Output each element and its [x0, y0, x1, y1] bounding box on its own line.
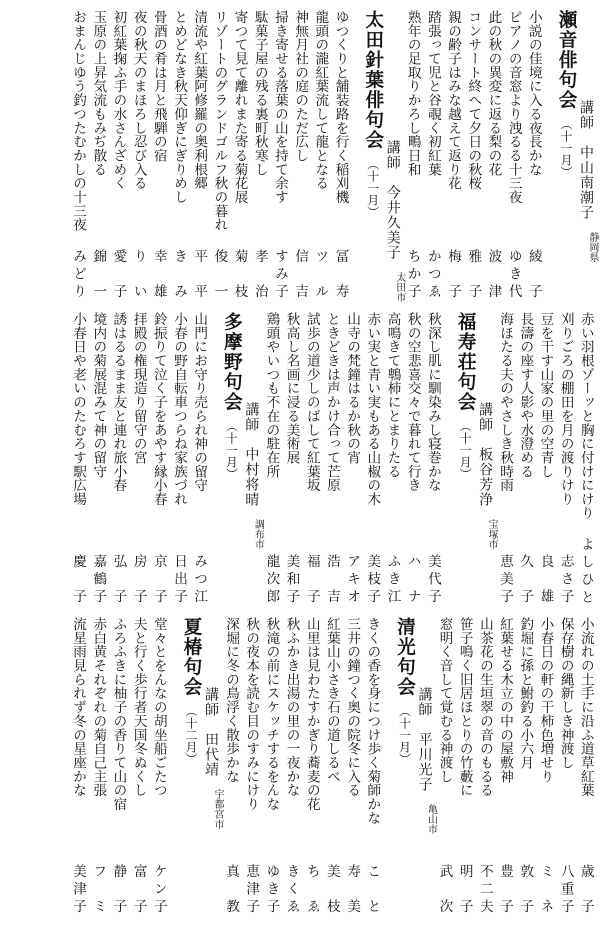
haiku-verse: 赤白黄それぞれの菊自己主張 [90, 617, 107, 798]
haiku-author: 富 子 [130, 864, 147, 917]
haiku-author: 美 枝 [323, 864, 340, 917]
haiku-author: 菊 枝 [231, 249, 248, 302]
haiku-verse: 紅葉山小さき石の道しるべ [323, 617, 340, 784]
haiku-entry [282, 312, 302, 607]
haiku-entry [270, 10, 290, 302]
haiku-verse: 鈴振りて泣く子をあやす縁小春 [150, 312, 167, 506]
haiku-author: ツ ル [312, 249, 329, 302]
club-month: （十一月） [365, 158, 380, 218]
haiku-entry [475, 617, 495, 917]
haiku-author: 房 子 [130, 554, 147, 607]
haiku-entry [556, 617, 576, 917]
haiku-entry [230, 10, 250, 302]
haiku-author: 敦 子 [517, 864, 534, 917]
haiku-entry [515, 312, 535, 607]
haiku-verse: 流星雨見られず冬の星座かな [70, 617, 87, 798]
haiku-author: 冨 寿 [332, 249, 349, 302]
haiku-author: ミ ネ [537, 864, 554, 917]
haiku-entry [189, 10, 209, 302]
haiku-verse: 寄つて見て離れまた寄る菊花展 [231, 10, 248, 204]
haiku-entry [149, 617, 169, 917]
haiku-verse: 小春日や老いのたむろす駅広場 [70, 312, 87, 506]
teacher-name: 講師 中山南潮子 [578, 100, 594, 220]
haiku-author: 龍次郎 [263, 554, 280, 607]
haiku-verse: 小春の野自転車つらね家族づれ [171, 312, 187, 506]
haiku-entry [302, 617, 322, 917]
haiku-entry [88, 617, 108, 917]
haiku-verse: 三井の鐘つく奥の院冬に入る [344, 617, 361, 798]
club-month: （十二月） [184, 705, 198, 765]
haiku-entry [108, 312, 128, 607]
haiku-verse: 秋の空悲喜交々で暮れて行き [404, 312, 421, 493]
haiku-entry [435, 617, 455, 917]
haiku-author: 美津子 [70, 864, 87, 917]
haiku-verse: 深堀に冬の鳥浮く散歩かな [223, 617, 239, 784]
haiku-verse: 山茶花の生垣翠の音のもるる [476, 617, 493, 798]
haiku-entry [261, 312, 281, 607]
club-header [443, 312, 498, 607]
haiku-entry [108, 10, 128, 302]
haiku-verse: 堂々とをんなの胡坐船ごたつ [150, 617, 167, 798]
haiku-verse: おまんじゆう釣つたむかしの十三夜 [70, 10, 87, 232]
haiku-author: 八重子 [557, 864, 574, 917]
haiku-entry [331, 10, 351, 302]
haiku-verse: 夜の秋天のまほろし忍び入る [130, 10, 147, 191]
haiku-verse: 赤い実と青い実もある山椒の木 [364, 312, 381, 506]
haiku-author: 錦 一 [90, 249, 107, 302]
club-name: 夏椿句会 [181, 617, 202, 697]
haiku-author: 幸 雄 [150, 249, 167, 302]
haiku-author: すみ子 [271, 249, 288, 302]
haiku-verse: 龍頭の瀧紅葉流して龍となる [312, 10, 329, 191]
haiku-author: 恵美子 [497, 554, 514, 607]
club-name: 瀬音俳句会 [556, 10, 577, 110]
club-header [209, 312, 264, 607]
haiku-verse: 此の秋の異変に返る梨の花 [485, 10, 502, 177]
haiku-verse: 山里は見わたすかぎり蕎麦の花 [303, 617, 320, 811]
teacher-name: 講師 平川光子 [416, 687, 433, 792]
haiku-entry [362, 617, 382, 917]
haiku-verse: ときどきは声かけ合って芒原 [323, 312, 340, 493]
haiku-entry [68, 617, 88, 917]
haiku-verse: 小春日の軒の干柿色増せり [537, 617, 554, 784]
haiku-author: きくゑ [283, 864, 300, 917]
haiku-verse: ピアノの音窓より洩るる十三夜 [505, 10, 522, 204]
haiku-verse: 釣堀に孫と鮒釣る小六月 [517, 617, 534, 770]
club-city: 宇都宮市 [212, 789, 223, 829]
haiku-verse: 試歩の道少しのばして紅葉坂 [303, 312, 320, 493]
haiku-author: 美代子 [424, 554, 441, 607]
haiku-author: ゆき子 [263, 864, 280, 917]
haiku-author: 武 次 [436, 864, 453, 917]
club-name: 多摩野句会 [221, 312, 243, 412]
haiku-verse: 清流や紅葉阿修羅の奥利根郷 [191, 10, 208, 191]
haiku-author: 慶 子 [70, 554, 87, 607]
haiku-author: 日出子 [171, 554, 187, 607]
haiku-author: 不二夫 [476, 864, 493, 917]
haiku-verse: 長濤の座す人影や水澄める [517, 312, 534, 479]
haiku-verse: 山門にお守り売られ神の留守 [191, 312, 208, 493]
club-month: （十一月） [458, 420, 473, 480]
haiku-verse: 山寺の梵鐘はるか秋の宵 [344, 312, 361, 465]
haiku-entry [68, 10, 88, 302]
haiku-verse: 駄菓子屋の残る裏町秋寒し [251, 10, 268, 177]
haiku-entry [129, 10, 149, 302]
haiku-entry [241, 617, 261, 917]
haiku-entry [556, 312, 576, 607]
haiku-author: 梅 子 [445, 249, 462, 302]
haiku-author: 美枝子 [364, 554, 381, 607]
haiku-entry [443, 10, 463, 302]
haiku-entry [129, 617, 149, 917]
haiku-verse: 窓明く音して覚むる神渡し [436, 617, 453, 784]
club-city: 宝塚市 [486, 519, 498, 549]
haiku-verse: 拝殿の権現造り留守の宮 [130, 312, 147, 465]
haiku-entry [149, 10, 169, 302]
haiku-author: 孝 治 [251, 249, 268, 302]
haiku-verse: 神無月社の庭のただ広し [292, 10, 309, 163]
haiku-entry [88, 312, 108, 607]
haiku-author: 京 子 [150, 554, 167, 607]
haiku-author: フ ミ [90, 864, 107, 917]
haiku-author: かつゑ [424, 249, 441, 302]
haiku-entry [261, 617, 281, 917]
teacher-name: 講師 中村将晴 [243, 402, 260, 507]
club-name: 太田針葉俳句会 [362, 10, 384, 150]
haiku-verse: 踏張って児と谷覗く初紅葉 [424, 10, 441, 177]
haiku-author: 明 子 [456, 864, 473, 917]
haiku-author: ちか子 [404, 249, 421, 302]
haiku-verse: 秋滝の前にスケッチするをんな [263, 617, 280, 811]
haiku-verse: 誘はるるまま友と連れ旅小春 [110, 312, 127, 493]
page-tier [0, 312, 600, 607]
haiku-verse: 夫と行く歩行者天国冬ぬくし [130, 617, 147, 798]
haiku-author: ゆき代 [505, 249, 522, 302]
haiku-entry [342, 312, 362, 607]
haiku-author: 綾 子 [525, 249, 542, 302]
haiku-verse: ふろふきに柚子の香りて山の宿 [110, 617, 127, 811]
haiku-entry [342, 617, 362, 917]
haiku-author: 福 子 [303, 554, 320, 607]
haiku-author: 嘉鶴子 [90, 554, 107, 607]
haiku-verse: 小流れの土手に沿ふ道草紅葉 [577, 617, 594, 798]
teacher-name: 講師 板谷芳浄 [477, 402, 494, 507]
haiku-verse: 紅葉せる木立の中の屋敷神 [497, 617, 514, 784]
haiku-verse: きくの香を身につけ歩く菊師かな [364, 617, 381, 825]
haiku-author: き み [171, 249, 187, 302]
haiku-author: 久 子 [517, 554, 534, 607]
haiku-author: 豊 子 [497, 864, 514, 917]
haiku-author: よしひと [577, 536, 594, 607]
haiku-entry [282, 617, 302, 917]
haiku-author: みどり [70, 249, 87, 302]
haiku-verse: 秋ふかき出湯の里の一夜かな [283, 617, 300, 798]
haiku-entry [189, 312, 209, 607]
club-header [169, 617, 221, 917]
club-header [351, 10, 403, 302]
haiku-verse: 赤い羽根ゾーッと胸に付けにけり [577, 312, 594, 520]
club-name: 福寿荘句会 [455, 312, 477, 412]
haiku-author: アキオ [344, 554, 361, 607]
page-tier [0, 10, 600, 302]
haiku-author: 歳 子 [577, 864, 594, 917]
club-city: 亀山市 [425, 804, 437, 834]
haiku-author: 波 津 [485, 249, 502, 302]
haiku-entry [495, 312, 515, 607]
haiku-entry [383, 312, 403, 607]
haiku-entry [524, 10, 544, 302]
haiku-verse: 小説の佳境に入る夜長かな [525, 10, 542, 177]
haiku-verse: コンサート終へて夕日の秋桜 [465, 10, 482, 191]
haiku-verse: リゾートのグランドゴルフ秋の暮れ [211, 10, 228, 232]
haiku-author: 真 教 [223, 864, 239, 917]
haiku-entry [221, 617, 241, 917]
haiku-verse: 保存樹の縄新しき神渡し [557, 617, 574, 770]
teacher-name: 講師 田代靖 [203, 687, 219, 777]
haiku-verse: 刈りごろの棚田を月の渡りけり [557, 312, 574, 506]
haiku-author: こ と [364, 864, 381, 917]
haiku-verse: 掃き寄せる落葉の山を持て余す [271, 10, 288, 204]
haiku-verse: 鶏頭やいつも不在の駐在所 [263, 312, 280, 479]
haiku-entry [362, 312, 382, 607]
haiku-entry [576, 617, 596, 917]
haiku-author: 志さ子 [557, 554, 574, 607]
haiku-verse: 高鳴きて鵯柿にとまりたる [384, 312, 401, 479]
haiku-author: 信 吉 [292, 249, 309, 302]
haiku-entry [463, 10, 483, 302]
haiku-entry [68, 312, 88, 607]
haiku-verse: 豆を干す山家の里の空青し [537, 312, 554, 479]
haiku-entry [403, 312, 423, 607]
haiku-author: 弘 子 [110, 554, 127, 607]
haiku-author: 浩 吉 [323, 554, 340, 607]
haiku-author: 俊 一 [211, 249, 228, 302]
haiku-verse: 骨酒の肴は月と飛騨の宿 [150, 10, 167, 163]
haiku-author: 良 雄 [537, 554, 554, 607]
haiku-verse: 海ほたる夫のやさしき秋時雨 [497, 312, 514, 493]
haiku-author: 寿 美 [344, 864, 361, 917]
club-name: 清光句会 [394, 617, 416, 697]
club-city: 静岡県 [587, 232, 598, 262]
haiku-author: ふき江 [384, 554, 401, 607]
haiku-verse: 境内の菊展混みて神の留守 [90, 312, 107, 479]
club-month: （十一月） [224, 420, 239, 480]
club-month: （十一月） [559, 118, 573, 178]
club-city: 太田市 [393, 272, 405, 302]
haiku-entry [310, 10, 330, 302]
haiku-entry [209, 10, 229, 302]
club-header [383, 617, 435, 917]
haiku-entry [515, 617, 535, 917]
club-header [544, 10, 596, 302]
haiku-entry [535, 312, 555, 607]
haiku-author: ハ ナ [404, 554, 421, 607]
haiku-verse: 熟年の足取りかろし鴫日和 [404, 10, 421, 177]
haiku-author: みつ江 [191, 554, 208, 607]
haiku-entry [169, 312, 189, 607]
haiku-entry [423, 312, 443, 607]
haiku-verse: 秋高し名画に浸る美術展 [283, 312, 300, 465]
haiku-author: 美和子 [283, 554, 300, 607]
haiku-verse: 秋深し肌に馴染みし寝巻かな [424, 312, 441, 493]
haiku-entry [455, 617, 475, 917]
haiku-author: ち ゑ [303, 864, 320, 917]
haiku-author: 恵津子 [243, 864, 260, 917]
haiku-entry [576, 312, 596, 607]
haiku-author: り い [130, 249, 147, 302]
page-tier [0, 617, 600, 917]
haiku-entry [535, 617, 555, 917]
haiku-author: 平 平 [191, 249, 208, 302]
haiku-entry [290, 10, 310, 302]
haiku-verse: 初紅葉掬ふ手の水さんざめく [110, 10, 127, 191]
haiku-verse: とめどなき秋天仰ぎにぎりめし [171, 10, 187, 204]
haiku-entry [88, 10, 108, 302]
haiku-entry [423, 10, 443, 302]
haiku-verse: 親の齢子はみな越えて返り花 [445, 10, 462, 191]
haiku-entry [302, 312, 322, 607]
club-month: （十一月） [397, 705, 412, 765]
teacher-name: 講師 今井久美子 [384, 140, 401, 260]
haiku-entry [129, 312, 149, 607]
haiku-entry [322, 312, 342, 607]
haiku-entry [403, 10, 423, 302]
haiku-verse: 笹子鳴く旧居ほとりの竹藪に [456, 617, 473, 798]
haiku-author: 雅 子 [465, 249, 482, 302]
haiku-entry [322, 617, 342, 917]
haiku-author: ケン子 [150, 864, 167, 917]
haiku-entry [149, 312, 169, 607]
haiku-entry [169, 10, 189, 302]
haiku-entry [483, 10, 503, 302]
haiku-entry [495, 617, 515, 917]
haiku-verse: 秋の夜本を読む目のすみにけり [243, 617, 260, 811]
haiku-entry [250, 10, 270, 302]
haiku-verse: ゆつくりと舗装路を行く稲刈機 [332, 10, 349, 204]
haiku-author: 愛 子 [110, 249, 127, 302]
haiku-entry [504, 10, 524, 302]
club-city: 調布市 [252, 519, 264, 549]
haiku-author: 静 子 [110, 864, 127, 917]
haiku-entry [108, 617, 128, 917]
haiku-verse: 玉原の上昇気流もみぢ散る [90, 10, 107, 177]
